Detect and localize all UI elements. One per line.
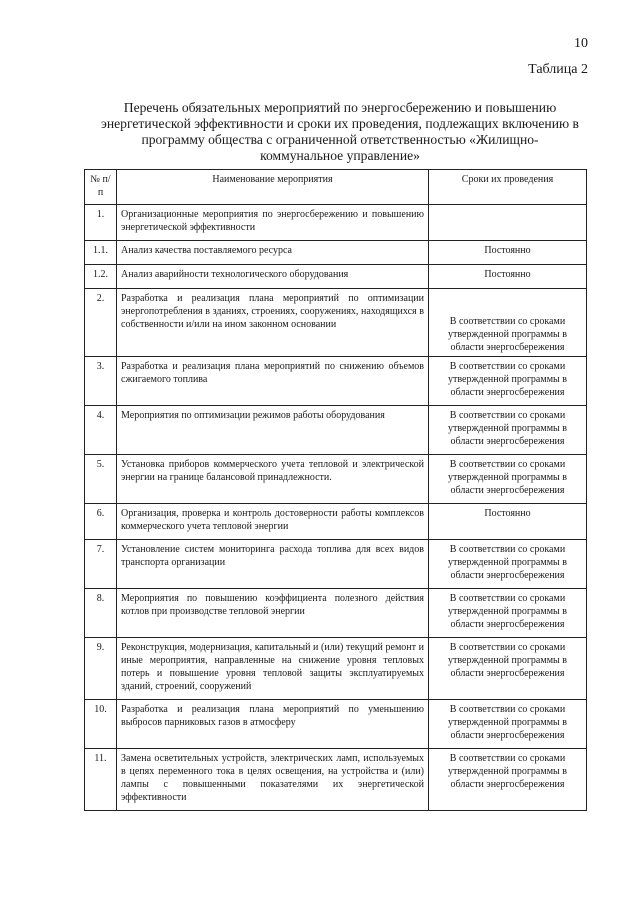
row-number: 2. (85, 289, 117, 357)
row-number: 5. (85, 455, 117, 504)
row-term: В соответствии со сроками утвержденной программы в области энергосбережения (429, 289, 587, 357)
table-row (85, 589, 587, 638)
row-name: Организация, проверка и контроль достоверности работы комплексов коммерческого учета тепловой энергии (117, 504, 429, 540)
row-number: 1.1. (85, 241, 117, 265)
row-number: 1.2. (85, 265, 117, 289)
row-term: В соответствии со сроками утвержденной программы в области энергосбережения (429, 540, 587, 589)
table-row (85, 700, 587, 749)
row-name: Разработка и реализация плана мероприятий по уменьшению выбросов парниковых газов в атмосферу (117, 700, 429, 749)
row-name: Установка приборов коммерческого учета тепловой и электрической энергии на границе балансовой принадлежности. (117, 455, 429, 504)
row-term: В соответствии со сроками утвержденной программы в области энергосбережения (429, 589, 587, 638)
row-name: Мероприятия по оптимизации режимов работы оборудования (117, 406, 429, 455)
row-name: Реконструкция, модернизация, капитальный и (или) текущий ремонт и иные мероприятия, направленные на снижение уровня тепловых потерь и повышение уровня тепловой защиты эксплуатируемых зданий, строений, сооружений (117, 638, 429, 700)
table-row (85, 638, 587, 700)
row-term: Постоянно (429, 241, 587, 265)
table-row (85, 357, 587, 406)
table-row (85, 241, 587, 265)
row-number: 9. (85, 638, 117, 700)
row-term: В соответствии со сроками утвержденной программы в области энергосбережения (429, 638, 587, 700)
row-term (429, 205, 587, 241)
row-name: Анализ аварийности технологического оборудования (117, 265, 429, 289)
page-number: 10 (574, 36, 588, 51)
document-title: Перечень обязательных мероприятий по энергосбережению и повышению энергетической эффективности и сроки их проведения, подлежащих включению в программу общества с ограниченной ответственностью «Жилищно-коммунальное управление» (101, 100, 579, 163)
table-row (85, 289, 587, 357)
header-term: Сроки их проведения (429, 170, 587, 205)
table-row (85, 540, 587, 589)
row-number: 3. (85, 357, 117, 406)
row-number: 8. (85, 589, 117, 638)
row-number: 1. (85, 205, 117, 241)
row-name: Разработка и реализация плана мероприятий по оптимизации энергопотребления в зданиях, строениях, сооружениях, находящихся в собственности и/или на ином законном основании (117, 289, 429, 357)
row-number: 11. (85, 749, 117, 811)
row-term: В соответствии со сроками утвержденной программы в области энергосбережения (429, 749, 587, 811)
header-name: Наименование мероприятия (117, 170, 429, 205)
row-number: 4. (85, 406, 117, 455)
table-row (85, 265, 587, 289)
row-name: Установление систем мониторинга расхода топлива для всех видов транспорта организации (117, 540, 429, 589)
row-name: Организационные мероприятия по энергосбережению и повышению энергетической эффективности (117, 205, 429, 241)
table-label: Таблица 2 (528, 62, 588, 77)
table-row (85, 205, 587, 241)
header-number: № п/п (85, 170, 117, 205)
row-term: Постоянно (429, 504, 587, 540)
table-row (85, 504, 587, 540)
row-term: В соответствии со сроками утвержденной программы в области энергосбережения (429, 455, 587, 504)
table-row (85, 455, 587, 504)
row-number: 10. (85, 700, 117, 749)
row-number: 6. (85, 504, 117, 540)
row-name: Замена осветительных устройств, электрических ламп, используемых в цепях переменного тока в целях освещения, на устройства и (или) лампы с повышенными показателями их энергетической эффективности (117, 749, 429, 811)
row-name: Мероприятия по повышению коэффициента полезного действия котлов при производстве тепловой энергии (117, 589, 429, 638)
table-row (85, 406, 587, 455)
table-header-row (85, 170, 587, 205)
measures-table (84, 169, 587, 811)
row-term: В соответствии со сроками утвержденной программы в области энергосбережения (429, 700, 587, 749)
table-row (85, 749, 587, 811)
row-term: В соответствии со сроками утвержденной программы в области энергосбережения (429, 406, 587, 455)
row-number: 7. (85, 540, 117, 589)
row-name: Анализ качества поставляемого ресурса (117, 241, 429, 265)
row-term: В соответствии со сроками утвержденной программы в области энергосбережения (429, 357, 587, 406)
row-name: Разработка и реализация плана мероприятий по снижению объемов сжигаемого топлива (117, 357, 429, 406)
row-term: Постоянно (429, 265, 587, 289)
